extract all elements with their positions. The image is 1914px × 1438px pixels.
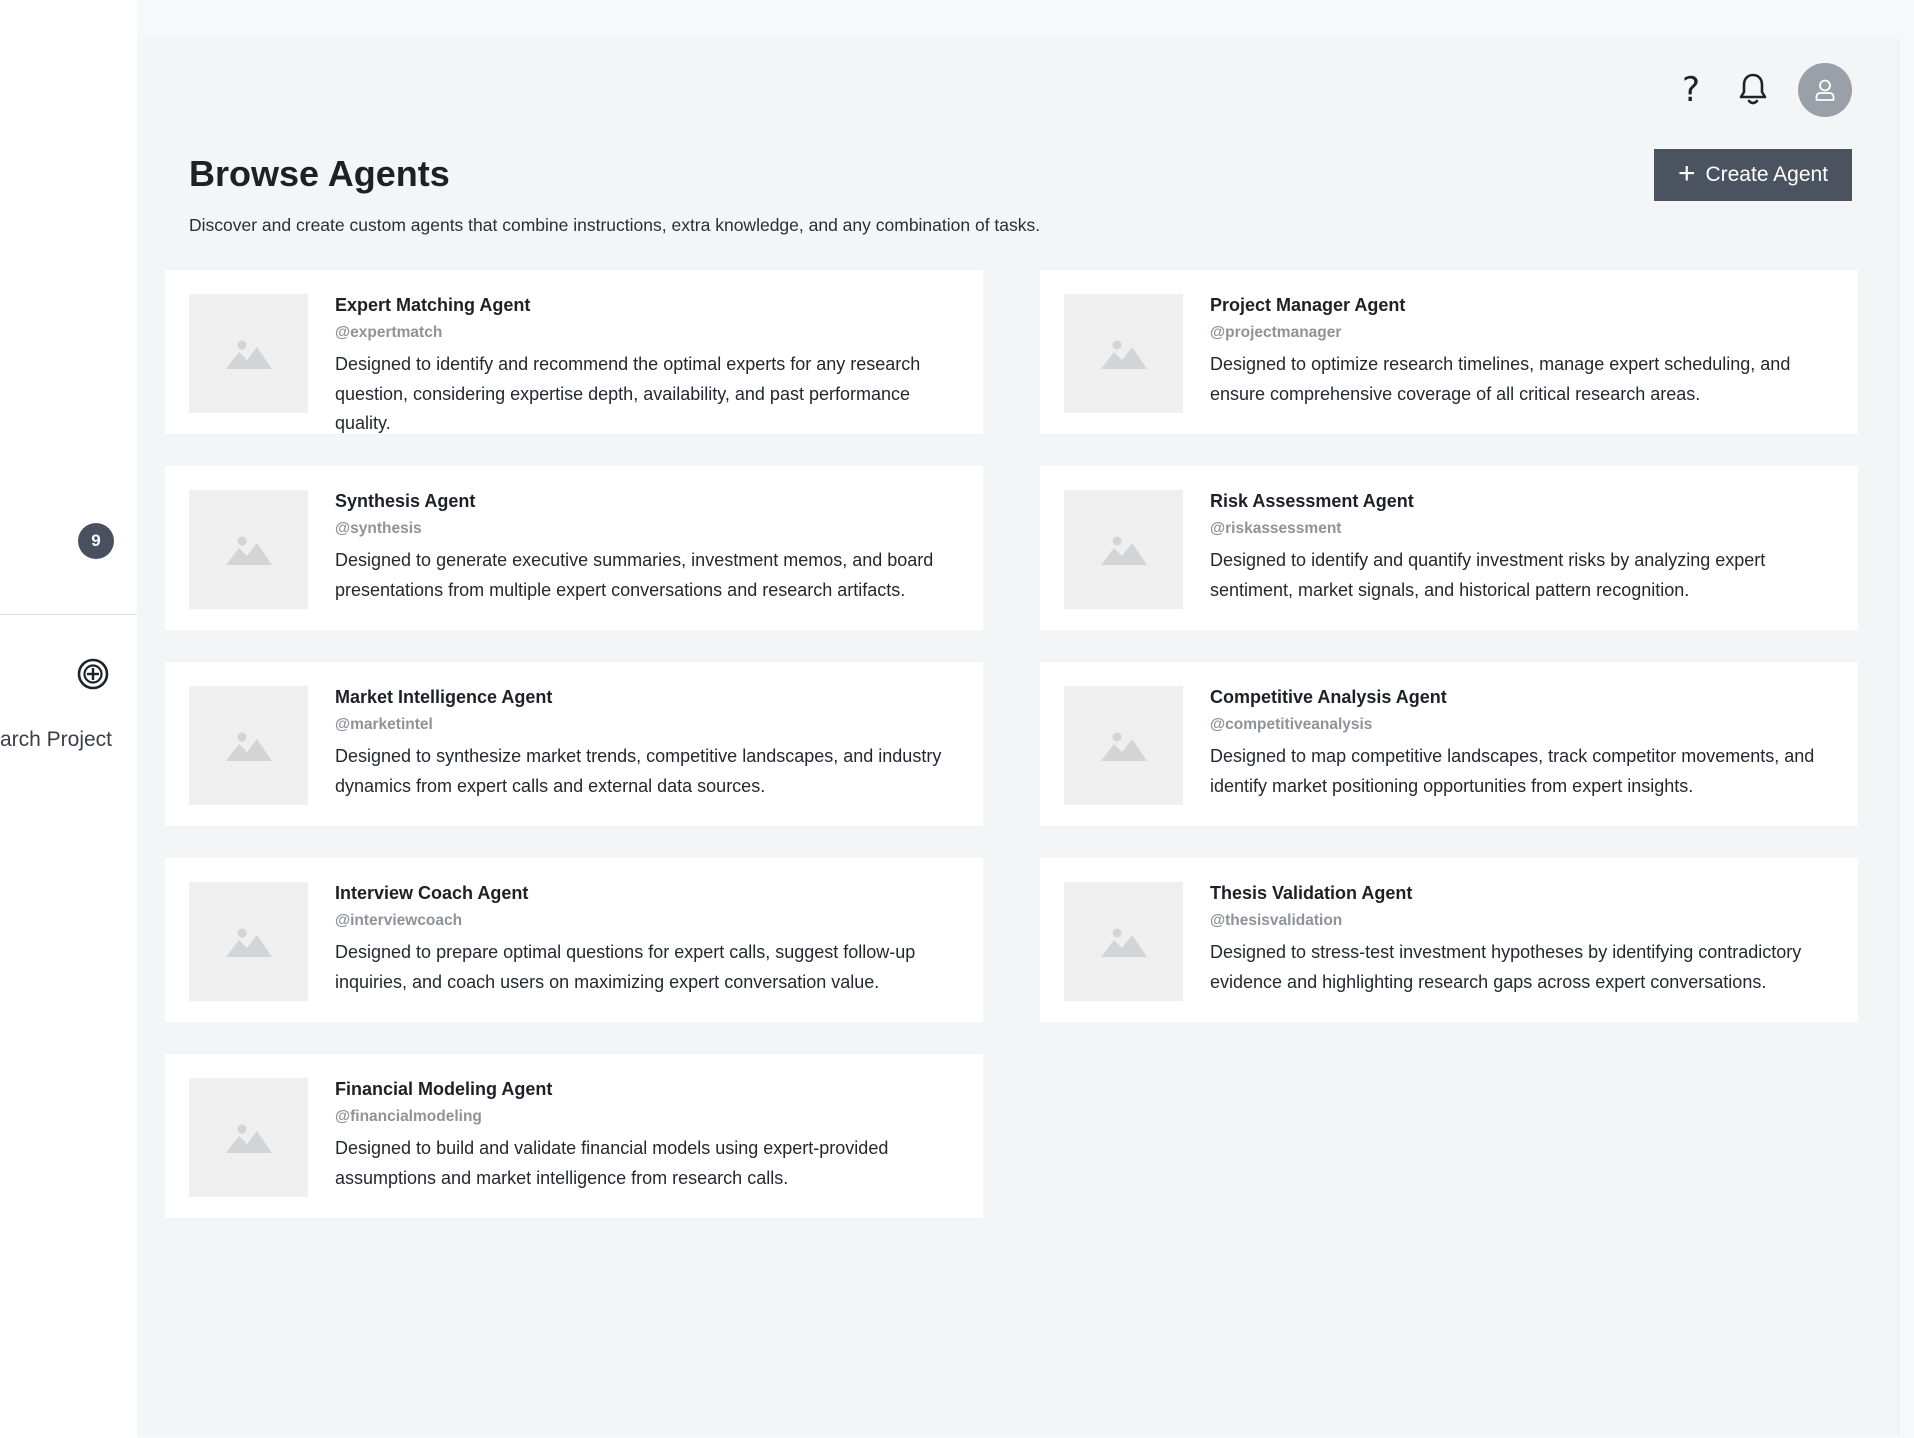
agent-card[interactable]	[165, 466, 983, 630]
agent-description: Designed to synthesize market trends, competitive landscapes, and industry dynamics from expert calls and external data sources.	[335, 746, 942, 796]
agent-card[interactable]	[165, 858, 983, 1022]
agent-handle: @interviewcoach	[335, 912, 463, 929]
agent-card-body	[1210, 294, 1844, 409]
count-badge: 9	[78, 523, 114, 559]
agent-card[interactable]	[165, 662, 983, 826]
agent-grid	[165, 270, 1858, 1218]
agent-thumbnail	[1064, 882, 1183, 1001]
image-placeholder-icon	[226, 1123, 272, 1153]
agent-thumbnail	[189, 882, 308, 1001]
agent-card-body	[1210, 490, 1844, 605]
agent-thumbnail	[189, 490, 308, 609]
agent-thumbnail	[1064, 294, 1183, 413]
help-button[interactable]	[1674, 70, 1708, 110]
sidebar-divider	[0, 614, 137, 615]
image-placeholder-icon	[1101, 535, 1147, 565]
agent-card-body	[335, 1078, 969, 1193]
agent-handle: @financialmodeling	[335, 1108, 482, 1125]
image-placeholder-icon	[1101, 339, 1147, 369]
agent-description: Designed to identify and recommend the optimal experts for any research question, considering expertise depth, availability, and past performance quality.	[335, 354, 921, 433]
image-placeholder-icon	[226, 339, 272, 369]
agent-name: Thesis Validation Agent	[1210, 883, 1413, 903]
agent-card[interactable]	[1040, 270, 1858, 434]
agent-handle: @projectmanager	[1210, 324, 1342, 341]
agent-card[interactable]	[1040, 858, 1858, 1022]
add-circle-icon[interactable]	[76, 657, 110, 691]
agent-name: Risk Assessment Agent	[1210, 491, 1414, 511]
agent-handle: @synthesis	[335, 520, 422, 537]
sidebar-item-label: arch Project	[0, 728, 112, 751]
sidebar	[0, 0, 137, 1438]
agent-card-body	[335, 686, 969, 801]
agent-thumbnail	[1064, 490, 1183, 609]
create-agent-label: Create Agent	[1705, 163, 1829, 186]
topbar-actions	[1674, 63, 1852, 117]
agent-name: Competitive Analysis Agent	[1210, 687, 1447, 707]
agent-description: Designed to stress-test investment hypotheses by identifying contradictory evidence and highlighting research gaps across expert conversations.	[1210, 942, 1802, 992]
image-placeholder-icon	[226, 927, 272, 957]
agent-description: Designed to prepare optimal questions for expert calls, suggest follow-up inquiries, and coach users on maximizing expert conversation value.	[335, 942, 916, 992]
notifications-button[interactable]	[1736, 70, 1770, 110]
agent-description: Designed to optimize research timelines, manage expert scheduling, and ensure comprehensive coverage of all critical research areas.	[1210, 354, 1791, 404]
image-placeholder-icon	[226, 535, 272, 565]
image-placeholder-icon	[226, 731, 272, 761]
agent-name: Financial Modeling Agent	[335, 1079, 553, 1099]
page-subtitle: Discover and create custom agents that combine instructions, extra knowledge, and any combination of tasks.	[189, 215, 1041, 235]
agent-name: Expert Matching Agent	[335, 295, 531, 315]
agent-card[interactable]	[1040, 662, 1858, 826]
agent-description: Designed to build and validate financial models using expert-provided assumptions and market intelligence from research calls.	[335, 1138, 889, 1188]
image-placeholder-icon	[1101, 927, 1147, 957]
create-agent-button[interactable]	[1654, 149, 1852, 201]
agent-thumbnail	[189, 294, 308, 413]
agent-description: Designed to identify and quantify investment risks by analyzing expert sentiment, market signals, and historical pattern recognition.	[1210, 550, 1766, 600]
agent-thumbnail	[189, 1078, 308, 1197]
image-placeholder-icon	[1101, 731, 1147, 761]
agent-card-body	[1210, 882, 1844, 997]
agent-thumbnail	[189, 686, 308, 805]
question-mark-icon: ?	[1681, 70, 1701, 110]
agent-card[interactable]	[165, 270, 983, 434]
main-panel	[137, 38, 1899, 1435]
agent-description: Designed to generate executive summaries, investment memos, and board presentations from multiple expert conversations and research artifacts.	[335, 550, 934, 600]
plus-icon: +	[1677, 156, 1696, 190]
agent-card-body	[335, 490, 969, 605]
agent-handle: @riskassessment	[1210, 520, 1342, 537]
agent-handle: @expertmatch	[335, 324, 443, 341]
agent-name: Interview Coach Agent	[335, 883, 529, 903]
agent-handle: @competitiveanalysis	[1210, 716, 1373, 733]
sidebar-item-project[interactable]	[0, 728, 112, 752]
agent-thumbnail	[1064, 686, 1183, 805]
agent-card-body	[1210, 686, 1844, 801]
bell-icon	[1737, 72, 1769, 108]
agent-handle: @marketintel	[335, 716, 433, 733]
agent-name: Market Intelligence Agent	[335, 687, 553, 707]
avatar[interactable]	[1798, 63, 1852, 117]
agent-name: Synthesis Agent	[335, 491, 476, 511]
agent-handle: @thesisvalidation	[1210, 912, 1343, 929]
agent-description: Designed to map competitive landscapes, track competitor movements, and identify market positioning opportunities from expert insights.	[1210, 746, 1815, 796]
agent-card-body	[335, 294, 969, 439]
user-icon	[1814, 78, 1836, 102]
page-title: Browse Agents	[189, 153, 450, 194]
agent-card-body	[335, 882, 969, 997]
agent-card[interactable]	[1040, 466, 1858, 630]
agent-card[interactable]	[165, 1054, 983, 1218]
agent-name: Project Manager Agent	[1210, 295, 1406, 315]
